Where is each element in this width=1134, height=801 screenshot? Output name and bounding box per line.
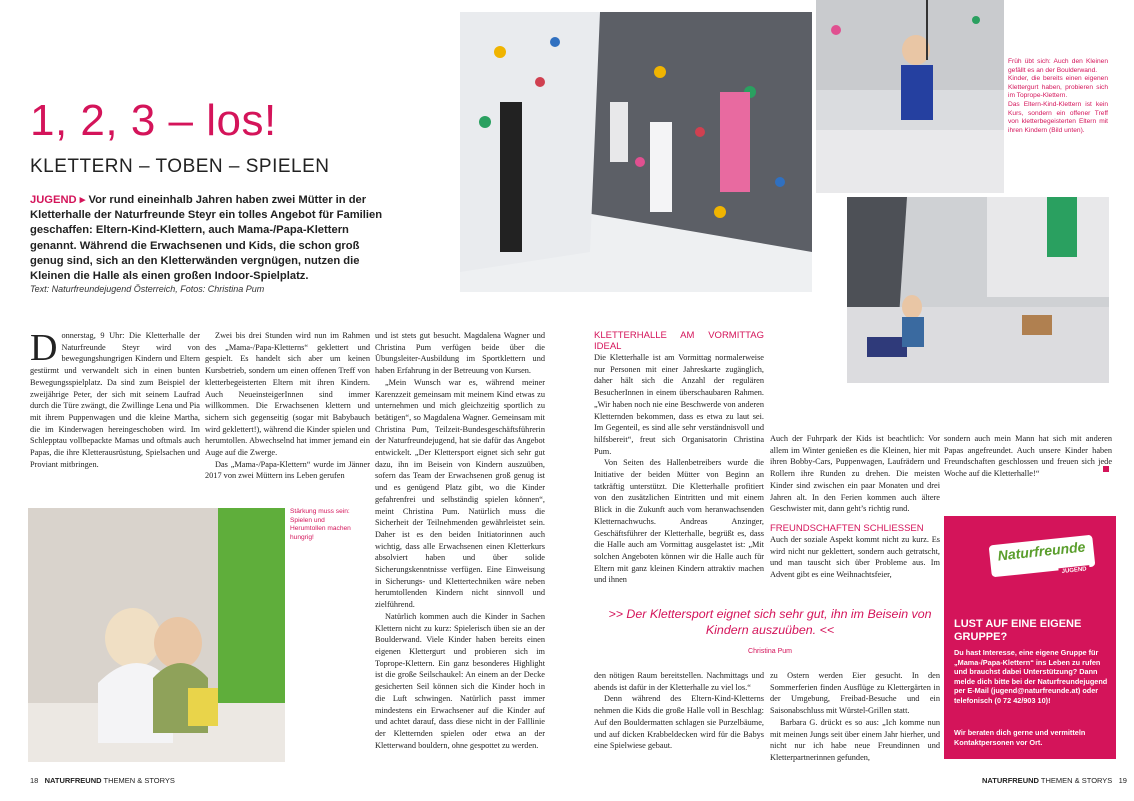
info-box-text: Du hast Interesse, eine eigene Gruppe für „Mama-/Papa-Klettern“ ins Leben zu rufen und brauchst dabei Unterstützung? Dann melde dich bitte bei der Naturfreundejugend per E-Mail (jugend@naturfreunde.at) oder telefonisch (0 72 42/903 10)! (954, 648, 1108, 705)
photo-kids-snack (28, 508, 285, 762)
col1-text: onnerstag, 9 Uhr: Die Kletterhalle der Naturfreunde Steyr wird von bewegungshungrigen Kindern und Eltern gestürmt und verwandelt sich in einen bunten Bewegungsspielplatz. Da sind zum Beispiel der zweijährige Peter, der sich mit seinem Laufrad durch die Türe zwängt, die Zwillinge Lena und Pia mit ihrem Puppenwagen und die kleine Martha, die im Kinderwagen hereingeschoben wird. Im Schlepptau vollbepackte Mamas und oftmals auch Papas, die ihre Kletterausrüstung, Spielsachen und Proviant mitbringen. (30, 331, 200, 469)
quote-open-icon: >> (608, 607, 623, 621)
col4-paragraph-2: Von Seiten des Hallenbetreibers wurde die Initiative der beiden Mütter von Beginn an tatkräftig unterstützt. Die Kletterhalle profitiert von den zusätzlichen Eintritten und mit einem Blick in die Zukunft auch vom heranwachsenden Kletternachwuchs. Andreas Anzinger, Geschäftsführer der Kletterhalle, begrüßt es, dass die Halle auch am Vormittag ausgelastet ist: „Mit solchen Angeboten können wir die Halle auch für Eltern mit ganz kleinen Kindern attraktiv machen und ihnen (594, 458, 764, 585)
footer-section-right: THEMEN & STORYS (1040, 776, 1113, 785)
intro-text: Vor rund eineinhalb Jahren haben zwei Mütter in der Kletterhalle der Naturfreunde Steyr ein tolles Angebot für Familien geschaffen: Eltern-Kind-Klettern, auch Mama-/Papa-Klettern genannt. Während die Erwachsenen und Kids, die schon groß genug sind, sich an den Kletterwänden vergnügen, nutzen die Kleinen die Halle als einen großen Indoor-Spielplatz. (30, 194, 383, 283)
body-column-5b (770, 670, 940, 764)
article-intro (30, 193, 385, 284)
caption-top-3: Das Eltern-Kind-Klettern ist kein Kurs, sondern ein offener Treff von kletterbegeisterten Eltern mit ihren Kindern (Bild unten). (1008, 100, 1108, 134)
section-tag: JUGEND (30, 194, 77, 206)
caption-snack: Stärkung muss sein: Spielen und Herumtollen machen hungrig! (290, 508, 351, 541)
photo-climbing-wall (460, 12, 812, 292)
col5-paragraph-4: Barbara G. drückt es so aus: „Ich komme nun mit meinen Jungs seit über einem Jahr hierher, und nicht nur ich habe neue Freundinnen und Kletterpartnerinnen gefunden, (770, 717, 940, 762)
body-column-4 (594, 330, 764, 586)
col3-paragraph-3: Natürlich kommen auch die Kinder in Sachen Klettern nicht zu kurz: Spielerisch üben sie an der Boulderwand. Viele Kinder haben bereits einen eigenen Klettergurt und probieren sich im Toprope-Klettern. Ein ganz besonderes Highlight ist die große Seilschaukel: An einem an der Decke gesicherten Seil können sich die Kinder hoch in die Luft schwingen. Natürlich passt immer mindestens ein Erwachsener auf die Kinder auf und achtet darauf, dass diese nicht in der Falllinie der Kletternden spielen oder etwa an der Kletterwand bouldern, ohne gespottet zu werden. (375, 611, 545, 750)
body-column-2 (205, 330, 370, 482)
photo-toprope-child (816, 0, 1004, 193)
footer-magazine-left: NATURFREUND (44, 776, 102, 785)
page-number-right: 19 (1118, 776, 1127, 785)
footer-magazine-right: NATURFREUND (982, 776, 1039, 785)
body-column-1 (30, 327, 200, 470)
end-marker-icon (1103, 466, 1109, 472)
footer-left (30, 776, 175, 785)
col2-paragraph-2: Das „Mama-/Papa-Klettern“ wurde im Jänner 2017 von zwei Müttern ins Leben gerufen (205, 459, 370, 481)
col4-paragraph-4: Denn während des Eltern-Kind-Kletterns nehmen die Kids die große Halle voll in Beschlag: Auf den Bouldermatten schlagen sie Purzelbäume, und auf dicken Krabbeldecken wird für die Babys eine Spielwiese gebaut. (594, 694, 764, 751)
caption-top-1: Früh übt sich: Auch den Kleinen gefällt es an der Boulderwand. (1008, 58, 1108, 74)
logo-sub: JUGEND (1058, 565, 1090, 576)
col6-paragraph-1: sondern auch mein Mann hat sich mit anderen Papas angefreundet. Auch unsere Kinder haben Freundschaften geschlossen und freuen sich jede Woche auf die Kletterhalle!“ (944, 434, 1112, 479)
drop-cap: D (30, 327, 58, 369)
info-box (944, 516, 1116, 759)
info-box-title: LUST AUF EINE EIGENE GRUPPE? (954, 618, 1082, 643)
body-column-3 (375, 330, 545, 751)
col5-paragraph-1: Auch der Fuhrpark der Kids ist beachtlich: Vor allem im Winter genießen es die Kleinen, hier mit ihren Bobby-Cars, Puppenwagen, Laufrädern und Rollern ihre Runden zu drehen. Die meisten Kinder sind zwischen ein paar Monaten und drei Jahren alt. In den Ferien kommen auch ältere Geschwister mit, dann geht’s richtig rund. (770, 434, 940, 514)
page-number-left: 18 (30, 776, 39, 785)
col4-paragraph-1: Die Kletterhalle ist am Vormittag normalerweise nur Personen mit einer Jahreskarte zugänglich, daher hält sich die Anzahl der regulären BesucherInnen in einem überschaubaren Rahmen. „Wir haben noch nie eine Beschwerde von anderen Kletternden bekommen, dass es etwa zu laut sei. Im Gegenteil, es sind alle sehr verständnisvoll und hilfsbereit“, freut sich Organisatorin Christina Pum. (594, 353, 764, 456)
col5-paragraph-2: Auch der soziale Aspekt kommt nicht zu kurz. Es wird nicht nur geklettert, sondern auch getratscht, und man tauscht sich über Probleme aus. Im Advent gibt es eine Weihnachtsfeier, (770, 534, 940, 580)
article-title: 1, 2, 3 – los! (30, 96, 277, 145)
article-subtitle: KLETTERN – TOBEN – SPIELEN (30, 156, 330, 177)
tag-arrow-icon: ▸ (79, 194, 86, 206)
logo-text: Naturfreunde (996, 538, 1087, 564)
caption-top-2: Kinder, die bereits einen eigenen Klettergurt haben, probieren sich im Toprope-Klettern. (1008, 75, 1108, 100)
subhead-freundschaften: FREUNDSCHAFTEN SCHLIESSEN (770, 522, 924, 534)
article-credit: Text: Naturfreundejugend Österreich, Fotos: Christina Pum (30, 284, 265, 294)
body-column-4b (594, 670, 764, 752)
quote-author: Christina Pum (748, 648, 792, 655)
subhead-vormittag: KLETTERHALLE AM VORMITTAG IDEAL (594, 330, 764, 352)
info-box-text-2: Wir beraten dich gerne und vermitteln Kontaktpersonen vor Ort. (954, 728, 1086, 747)
body-column-6 (944, 433, 1112, 480)
body-column-5 (770, 433, 940, 581)
quote-close-icon: << (819, 623, 835, 637)
footer-right (982, 776, 1127, 785)
col3-paragraph-1: und ist stets gut besucht. Magdalena Wagner und Christina Pum verfügen beide über die Übungsleiter-Ausbildung im Sportklettern und haben Erfahrung in der Betreuung von Kursen. (375, 331, 545, 376)
col5-paragraph-3: zu Ostern werden Eier gesucht. In den Sommerferien finden Ausflüge zu Klettergärten in der Umgebung, Freibad-Besuche und ein Saisonabschluss mit Würstel-Grillen statt. (770, 671, 940, 716)
footer-section-left: THEMEN & STORYS (103, 776, 175, 785)
col2-paragraph: Zwei bis drei Stunden wird nun im Rahmen des „Mama-/Papa-Kletterns“ geklettert und gespielt. Es handelt sich aber um keinen Kursbetrieb, sondern um einen offenen Treff von kletterbegeisterten Eltern mit ihren Kindern. Auch NeueinsteigerInnen sind immer willkommen. Die Erwachsenen klettern und sichern sich gegenseitig (sogar mit Babybauch wird geklettert!), während die Kinder spielen und herumtollen. Abwechselnd hat immer jemand ein Auge auf die Zwerge. (205, 331, 370, 458)
naturfreunde-logo (989, 535, 1096, 578)
photo-hall-overview (847, 197, 1109, 383)
captions-top-right (1008, 58, 1108, 135)
col4-paragraph-3: den nötigen Raum bereitstellen. Nachmittags und abends ist dafür in der Kletterhalle zu viel los.“ (594, 671, 764, 692)
quote-text: Der Klettersport eignet sich sehr gut, ihn im Beisein von Kindern auszuüben. (626, 607, 932, 637)
col3-paragraph-2: „Mein Wunsch war es, während meiner Karenzzeit gemeinsam mit meinem Kind etwas zu unternehmen und mich gleichzeitig sportlich zu betätigen“, so Magdalena Wagner. Gemeinsam mit Christina Pum, Teilzeit-Bundesgeschäftsführerin der Naturfreundejugend, hat sie dafür das Angebot entwickelt. „Der Klettersport eignet sich sehr gut dazu, ihn im Beisein von Kindern auszuüben, sofern das Team der Erwachsenen groß genug ist und es genügend Platz gibt, wo die Kinder gefahrenfrei und selbständig spielen können“, meint Christina Pum. Natürlich muss die Sicherheit der Teilnehmenden gewährleistet sein. Daher ist es den beiden Initiatorinnen auch wichtig, dass alle Erwachsenen einen Kletterkurs absolviert haben und über solide Sicherungskenntnisse verfügen. Eine Einweisung in Sicherungs- und Klettertechniken wäre neben herumtollenden Kindern nicht sinnvoll und zielführend. (375, 377, 545, 610)
pull-quote (600, 606, 940, 638)
